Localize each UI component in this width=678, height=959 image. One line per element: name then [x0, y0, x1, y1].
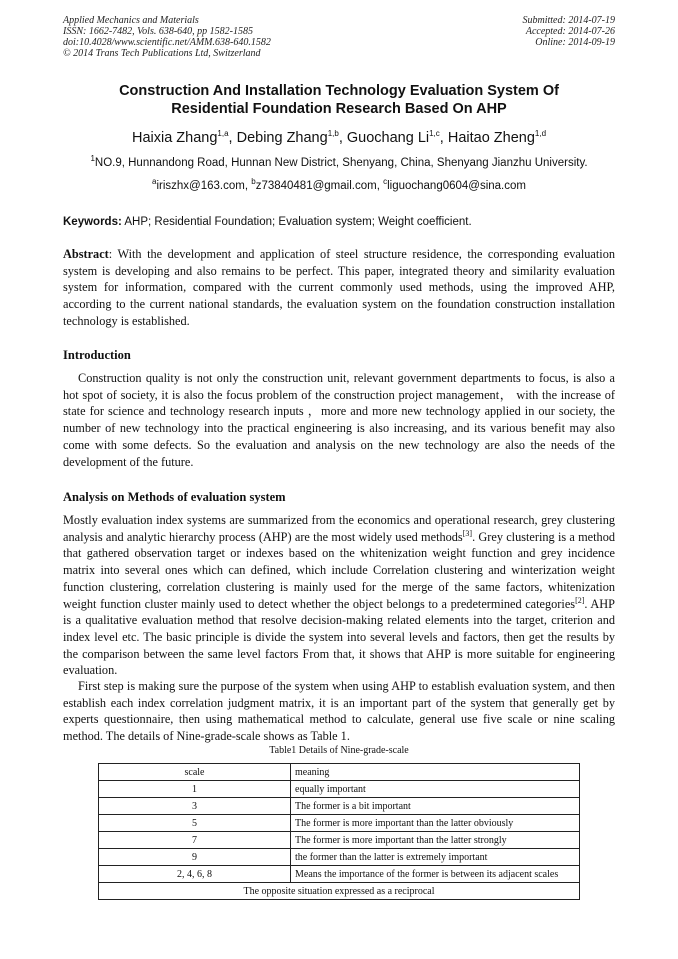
table-footer-row: [99, 883, 580, 900]
introduction-heading: Introduction: [63, 348, 131, 362]
scale-cell: 1: [99, 781, 291, 798]
analysis-heading: Analysis on Methods of evaluation system: [63, 490, 286, 504]
abstract-label: Abstract: [63, 247, 109, 261]
author-name: Debing Zhang: [236, 130, 328, 146]
title-line-1: Construction And Installation Technology Evaluation System Of: [119, 83, 559, 99]
analysis-text: Mostly evaluation index systems are summarized from the economics and operational research, grey clustering analysis and analytic hierarchy process (AHP) are the most widely used methods: [63, 513, 615, 544]
email-sup: b: [251, 177, 256, 187]
scale-cell: 2, 4, 6, 8: [99, 866, 291, 883]
author-name: Haixia Zhang: [131, 130, 218, 146]
table-row: [99, 866, 580, 883]
accepted-date: Accepted: 2014-07-26: [525, 26, 615, 37]
email-sup: a: [152, 177, 157, 187]
submitted-date: Submitted: 2014-07-19: [522, 15, 615, 26]
header-cell: scale: [99, 764, 291, 781]
meaning-cell: The former is more important than the latter strongly: [291, 832, 580, 849]
meaning-cell: The former is a bit important: [291, 798, 580, 815]
table-row: [99, 849, 580, 866]
paper-title: [40, 82, 638, 118]
affiliation: [20, 156, 658, 170]
meaning-cell: The former is more important than the latter obviously: [291, 815, 580, 832]
table-caption: Table1 Details of Nine-grade-scale: [269, 745, 409, 756]
table-row: [99, 815, 580, 832]
citation-ref[interactable]: [3]: [462, 528, 473, 538]
submission-dates: [523, 15, 616, 48]
meaning-cell: Means the importance of the former is between its adjacent scales: [291, 866, 580, 883]
email-link[interactable]: liguochang0604@sina.com: [387, 180, 526, 192]
author-emails: $^a$iriszhx@163.com, $^b$z73840481@gmail.com, $^c$liguochang0604@sina.com: [152, 177, 526, 192]
author-name: Guochang Li: [346, 130, 430, 146]
table-footer-cell: The opposite situation expressed as a reciprocal: [99, 883, 580, 900]
analysis-text: . Grey clustering is a method that gathered observation target or indexes based on the whitenization weight function and grey incidence matrix into several ones which can defined, which include Correlation clustering and winterization weight function clustering, correlation clustering is mainly used for the merge of the same factors, whitenization weight function cluster mainly used to detect whether the object belongs to a predetermined categories: [63, 529, 615, 611]
citation-ref[interactable]: [2]: [575, 595, 585, 605]
keywords: [63, 215, 615, 229]
analysis-paragraph-1: [63, 512, 615, 679]
email-sup: c: [383, 177, 388, 187]
email-link[interactable]: z73840481@gmail.com: [255, 180, 377, 192]
analysis-text: . AHP is a qualitative evaluation method that resolve decision-making related elements into the target, criterion and index level etc. The basic principle is divide the system into several levels and factors, then get the results by the comparison between the same level factors From that, it shows that AHP is more suitable for engineering evaluation.: [63, 596, 615, 678]
keywords-label: Keywords:: [63, 216, 122, 228]
meaning-cell: equally important: [291, 781, 580, 798]
journal-info: [63, 15, 271, 59]
journal-issn: ISSN: 1662-7482, Vols. 638-640, pp 1582-1585: [63, 26, 253, 37]
table-row: [99, 781, 580, 798]
meaning-cell: the former than the latter is extremely important: [291, 849, 580, 866]
keywords-text: AHP; Residential Foundation; Evaluation system; Weight coefficient.: [124, 216, 472, 228]
table-row: [99, 832, 580, 849]
table-row: [99, 798, 580, 815]
author-sup: 1,b: [327, 129, 339, 139]
journal-name: Applied Mechanics and Materials: [63, 15, 199, 26]
header-cell: meaning: [291, 764, 580, 781]
affiliation-sup: 1: [90, 154, 95, 164]
analysis-paragraph-2: First step is making sure the purpose of the system when using AHP to establish evaluation system, and then establish each index correlation judgment matrix, it is an important part of the system that generally get by experts questionnaire, then using mathematical method to calculate, general use five scale or nine scaling method. The details of Nine-grade-scale shows as Table 1.: [63, 679, 615, 744]
journal-doi: doi:10.4028/www.scientific.net/AMM.638-640.1582: [63, 37, 271, 48]
online-date: Online: 2014-09-19: [535, 37, 615, 48]
author-sup: 1,d: [534, 129, 547, 139]
scale-cell: 7: [99, 832, 291, 849]
introduction-text: Construction quality is not only the construction unit, relevant government departments to focus, is also a hot spot of society, it is also the focus problem of the construction project management， with the increase of state for science and technology research inputs ，more and more new technology applied in our society, the number of new technology into the practical engineering is also increasing, and its various benefit may also come with some defects. So the evaluation and analysis on the new technology are also the needs of the development of the future.: [63, 371, 615, 469]
scale-cell: 3: [99, 798, 291, 815]
scale-cell: 5: [99, 815, 291, 832]
author-name: Haitao Zheng: [447, 130, 535, 146]
abstract: [63, 246, 615, 330]
title-line-2: Residential Foundation Research Based On AHP: [171, 101, 507, 117]
author-sup: 1,a: [217, 129, 229, 139]
author-sup: 1,c: [429, 129, 440, 139]
affiliation-text: NO.9, Hunnandong Road, Hunnan New District, Shenyang, China, Shenyang Jianzhu University.: [94, 157, 588, 169]
abstract-text: : With the development and application of steel structure residence, the corresponding evaluation system is developing and also remains to be perfect. This paper, integrated theory and similarity evaluation system for information, compared with the current commonly used methods, using the improved AHP, according to the current national standards, the evaluation system on the foundation construction installation technology is established.: [63, 247, 615, 328]
journal-copyright: © 2014 Trans Tech Publications Ltd, Switzerland: [63, 48, 261, 59]
nine-grade-scale-table: [98, 763, 580, 900]
author-list: Haixia Zhang$^{1,a}$, Debing Zhang$^{1,b}$, Guochang Li$^{1,c}$, Haitao Zheng$^{1,d}$: [131, 129, 547, 146]
email-link[interactable]: iriszhx@163.com: [156, 180, 245, 192]
table-header-row: [99, 764, 580, 781]
scale-cell: 9: [99, 849, 291, 866]
